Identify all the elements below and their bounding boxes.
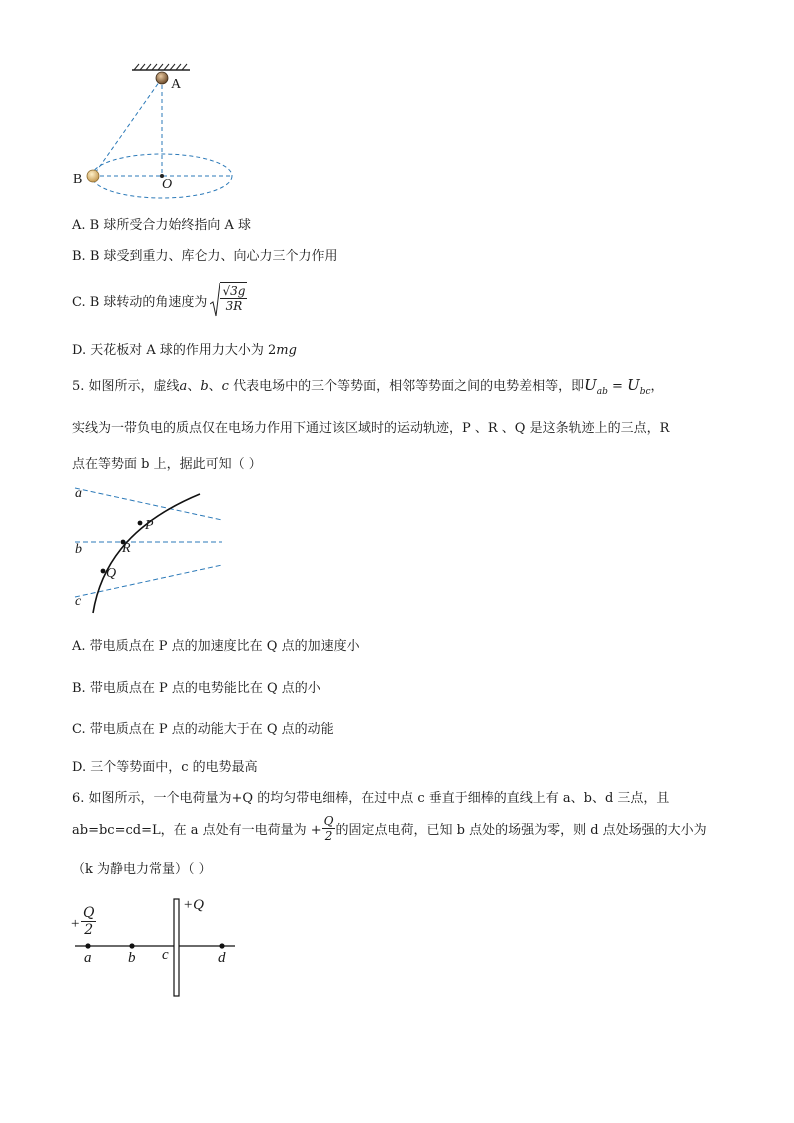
q5-figure	[65, 480, 235, 615]
sqrt-denominator: 3R	[225, 299, 243, 313]
q6-label-d: d	[218, 950, 226, 966]
q5-line-2: 实线为一带负电的质点仅在电场力作用下通过该区域时的运动轨迹，P 、R 、Q 是这条轨迹上的三点，R	[72, 421, 670, 436]
q5-sep: 、	[208, 379, 222, 394]
q5-line-1	[72, 375, 664, 397]
q5-var-a: a	[179, 379, 188, 394]
q5-u: U	[584, 376, 597, 394]
q4-option-d-text: D. 天花板对 A 球的作用力大小为 2	[72, 343, 277, 358]
q6-label-c: c	[162, 947, 169, 963]
q5-var-c: c	[221, 379, 229, 394]
q5-label-a: a	[75, 486, 82, 501]
sqrt-numerator: √3g	[222, 284, 246, 298]
q4-option-c	[72, 282, 247, 318]
equipotential-a	[75, 488, 222, 520]
q4-option-b: B. B 球受到重力、库仑力、向心力三个力作用	[72, 249, 338, 264]
ball-a	[156, 72, 168, 84]
q6-text: 的固定点电荷，已知 b 点处的场强为零，则 d 点处场强的大小为	[335, 823, 707, 838]
q5-text: 代表电场中的三个等势面，相邻等势面之间的电势差相等，即	[228, 379, 585, 394]
q5-text: ，	[650, 379, 664, 394]
charged-rod	[174, 899, 179, 996]
label-B: B	[73, 172, 83, 187]
q5-var-b: b	[200, 379, 209, 394]
q6-charge-den: 2	[84, 922, 94, 938]
point-Q	[101, 569, 106, 574]
ball-b	[87, 170, 99, 182]
equipotential-c	[75, 565, 222, 597]
q5-label-P: P	[145, 518, 154, 533]
q5-text: 5. 如图所示，虚线	[72, 379, 180, 394]
q5-option-c: C. 带电质点在 P 点的动能大于在 Q 点的动能	[72, 722, 334, 737]
q4-option-d-var: mg	[276, 343, 297, 358]
q4-option-a: A. B 球所受合力始终指向 A 球	[72, 218, 251, 233]
q4-figure	[60, 60, 260, 200]
q6-label-b: b	[128, 950, 136, 966]
point-b	[129, 943, 134, 948]
q5-u-sub: bc	[639, 387, 651, 397]
ceiling-hatch	[134, 64, 187, 70]
q6-text: ab=bc=cd=L，在 a 点处有一电荷量为 +	[72, 823, 322, 838]
q6-charge-fraction	[81, 905, 96, 938]
q6-label-a: a	[84, 950, 92, 966]
point-a	[85, 943, 90, 948]
point-d	[219, 943, 224, 948]
label-O: O	[162, 177, 173, 192]
q5-label-c: c	[75, 594, 82, 609]
q6-charge-plus: +	[71, 916, 80, 932]
q6-fraction-den: 2	[324, 829, 333, 843]
q6-fraction-num: Q	[323, 814, 334, 828]
q5-sep: 、	[187, 379, 201, 394]
sqrt-expression	[210, 282, 247, 318]
q5-option-a: A. 带电质点在 P 点的加速度比在 Q 点的加速度小	[72, 639, 360, 654]
q6-fraction	[322, 814, 336, 843]
q5-option-d: D. 三个等势面中，c 的电势最高	[72, 760, 258, 775]
trajectory-curve	[93, 494, 200, 613]
q5-line-3: 点在等势面 b 上，据此可知（ ）	[72, 457, 262, 472]
string-dashed-line	[93, 78, 162, 176]
q5-label-Q: Q	[106, 566, 117, 581]
point-P	[138, 521, 143, 526]
q5-eq: =	[607, 379, 628, 394]
q6-charge-num: Q	[83, 905, 95, 921]
q6-rod-label: +Q	[183, 897, 204, 913]
q6-line-3: （k 为静电力常量）（ ）	[72, 862, 212, 877]
q5-option-b: B. 带电质点在 P 点的电势能比在 Q 点的小	[72, 681, 321, 696]
q5-u-sub: ab	[596, 387, 608, 397]
q6-charge-label	[81, 905, 96, 938]
q5-label-R: R	[122, 541, 131, 556]
q5-label-b: b	[75, 542, 82, 557]
q6-line-2	[72, 814, 707, 843]
sqrt-fraction	[220, 282, 247, 318]
q5-u: U	[627, 376, 640, 394]
label-A: A	[171, 77, 182, 92]
q4-option-c-text: C. B 球转动的角速度为	[72, 294, 208, 310]
q6-line-1: 6. 如图所示，一个电荷量为+Q 的均匀带电细棒，在过中点 c 垂直于细棒的直线上有 a、b、d 三点，且	[72, 791, 670, 806]
q4-option-d	[72, 339, 297, 358]
sqrt-sign-icon	[210, 282, 220, 318]
